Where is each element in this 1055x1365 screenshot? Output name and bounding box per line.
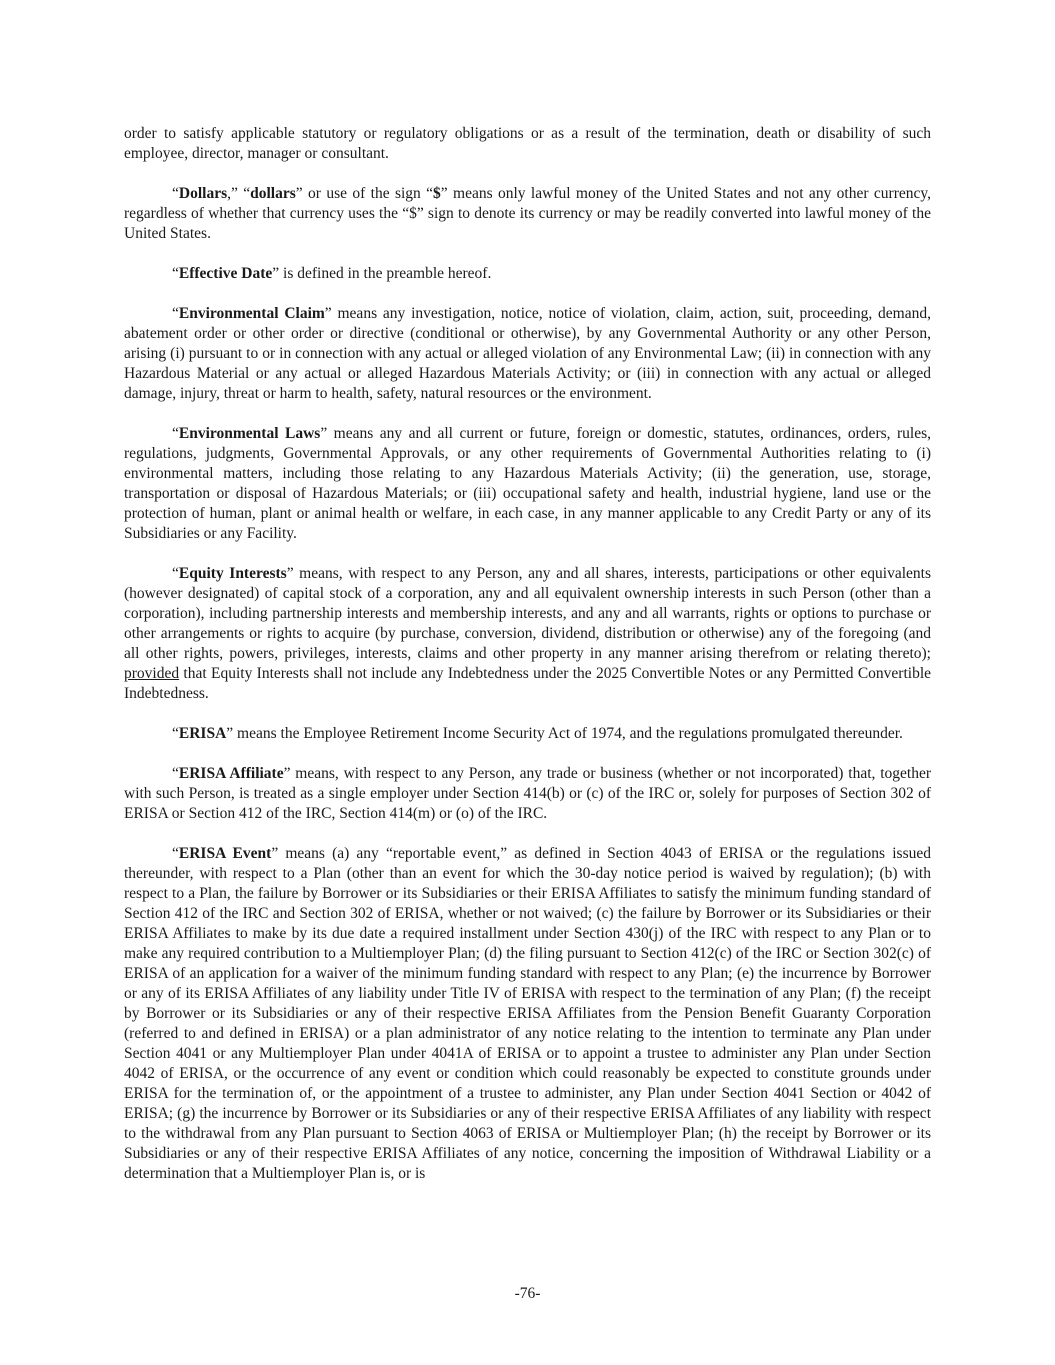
defined-term-dollar-sign: $ [433, 185, 441, 202]
defined-term: ERISA Event [178, 845, 272, 862]
page-number: -76- [514, 1285, 541, 1302]
definition-effective-date: “Effective Date” is defined in the preamble hereof. [172, 265, 492, 282]
definition-erisa-affiliate: “ERISA Affiliate” means, with respect to any Person, any trade or business (whether or not incorporated) that, together with such Person, is treated as a single employer under Section 414(b) or (c) of the IRC or, solely for purposes of Section 302 of ERISA or Section 412 of the IRC, Section 414(m) or (o) of the IRC. [124, 765, 931, 822]
definition-equity-interests: “Equity Interests” means, with respect to any Person, any and all shares, interests, participations or other equivalents (however designated) of capital stock of a corporation, any and all equivalent ownership interests in such Person (other than a corporation), including partnership interests and membership interests, and any and all warrants, rights or options to purchase or other arrangements or rights to acquire (by purchase, conversion, dividend, distribution or otherwise) any of the foregoing (and all other rights, powers, privileges, interests, claims and other property in any manner arising therefrom or relating thereto); provided that Equity Interests shall not include any Indebtedness under the 2025 Convertible Notes or any Permitted Convertible Indebtedness. [124, 565, 931, 702]
defined-term: ERISA Affiliate [178, 765, 284, 782]
definition-dollars: “Dollars,” “dollars” or use of the sign “$” means only lawful money of the United States and not any other currency, regardless of whether that currency uses the “$” sign to denote its currency or may be readily converted into lawful money of the United States. [124, 185, 931, 242]
defined-term-dollars-lower: dollars [250, 185, 296, 202]
definition-erisa: “ERISA” means the Employee Retirement Income Security Act of 1974, and the regulations promulgated thereunder. [172, 725, 903, 742]
defined-term: Environmental Laws [178, 425, 321, 442]
defined-term: Effective Date [178, 265, 273, 282]
provided-underlined: provided [124, 665, 180, 682]
definition-environmental-claim: “Environmental Claim” means any investigation, notice, notice of violation, claim, action, suit, proceeding, demand, abatement order or other order or directive (conditional or otherwise), by any Governmental Authority or any other Person, arising (i) pursuant to or in connection with any actual or alleged violation of any Environmental Law; (ii) in connection with any Hazardous Material or any actual or alleged Hazardous Materials Activity; or (iii) in connection with any actual or alleged damage, injury, threat or harm to health, safety, natural resources or the environment. [124, 305, 931, 402]
defined-term: Environmental Claim [178, 305, 325, 322]
defined-term: ERISA [178, 725, 227, 742]
defined-term: Equity Interests [178, 565, 287, 582]
continuation-paragraph: order to satisfy applicable statutory or regulatory obligations or as a result of the termination, death or disability of such employee, director, manager or consultant. [124, 125, 931, 162]
defined-term-dollars: Dollars [178, 185, 228, 202]
definition-erisa-event: “ERISA Event” means (a) any “reportable event,” as defined in Section 4043 of ERISA or the regulations issued thereunder, with respect to a Plan (other than an event for which the 30-day notice period is waived by regulation); (b) with respect to a Plan, the failure by Borrower or its Subsidiaries or their ERISA Affiliates to satisfy the minimum funding standard of Section 412 of the IRC and Section 302 of ERISA, whether or not waived; (c) the failure by Borrower or its Subsidiaries or their ERISA Affiliates to make by its due date a required installment under Section 430(j) of the IRC with respect to any Plan or to make any required contribution to a Multiemployer Plan; (d) the filing pursuant to Section 412(c) of the IRC or Section 302(c) of ERISA of an application for a waiver of the minimum funding standard with respect to any Plan; (e) the incurrence by Borrower or any of its ERISA Affiliates of any liability under Title IV of ERISA with respect to the termination of any Plan; (f) the receipt by Borrower or its Subsidiaries or any of their respective ERISA Affiliates from the Pension Benefit Guaranty Corporation (referred to and defined in ERISA) or a plan administrator of any notice relating to the intention to terminate any Plan under Section 4041 or any Multiemployer Plan under 4041A of ERISA or to appoint a trustee to administer any Plan under Section 4042 of ERISA, or the occurrence of any event or condition which could reasonably be expected to constitute grounds under ERISA for the termination of, or the appointment of a trustee to administer, any Plan under Section 4041 Section or 4042 of ERISA; (g) the incurrence by Borrower or its Subsidiaries or any of their respective ERISA Affiliates of any liability with respect to the withdrawal from any Plan pursuant to Section 4063 of ERISA or Multiemployer Plan; (h) the receipt by Borrower or its Subsidiaries or any of their respective ERISA Affiliates of any notice, concerning the imposition of Withdrawal Liability or a determination that a Multiemployer Plan is, or is [124, 845, 931, 1182]
document-page [124, 124, 931, 1204]
definition-environmental-laws: “Environmental Laws” means any and all current or future, foreign or domestic, statutes, ordinances, orders, rules, regulations, judgments, Governmental Approvals, or any other requirements of Governmental Authorities relating to (i) environmental matters, including those relating to any Hazardous Materials Activity; (ii) the generation, use, storage, transportation or disposal of Hazardous Materials; or (iii) occupational safety and health, industrial hygiene, land use or the protection of human, plant or animal health or welfare, in each case, in any manner applicable to any Credit Party or any of its Subsidiaries or any Facility. [124, 425, 931, 542]
